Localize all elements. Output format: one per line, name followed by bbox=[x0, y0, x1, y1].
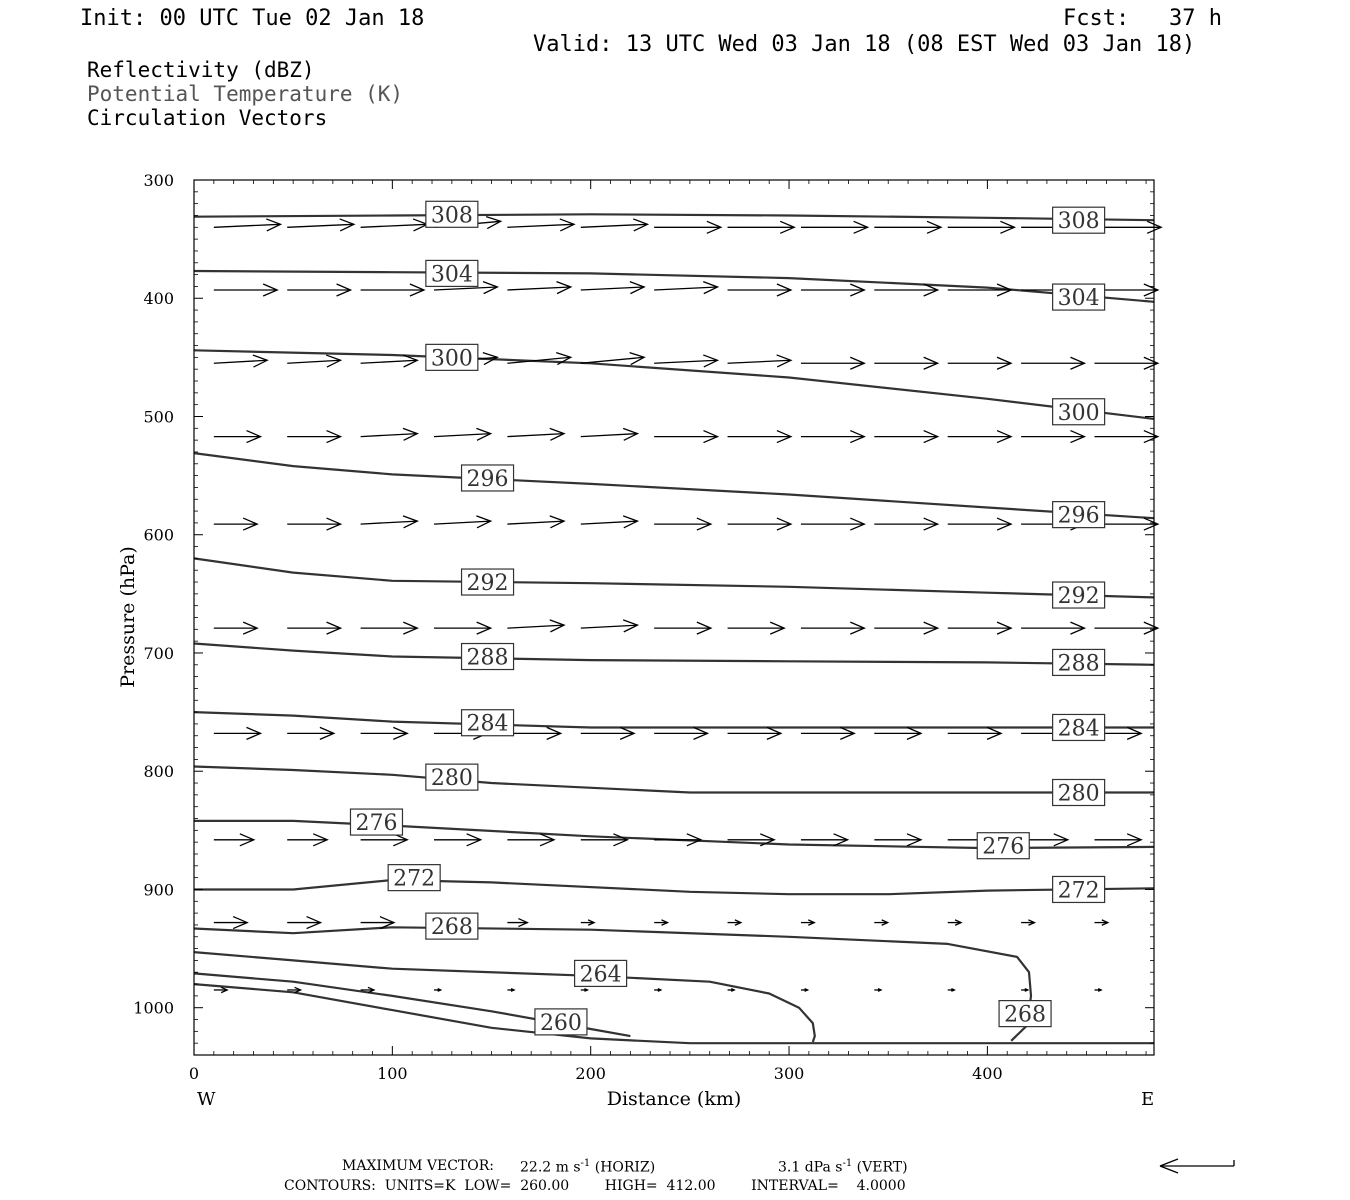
circulation-vector bbox=[874, 622, 937, 634]
circulation-vector bbox=[581, 516, 638, 528]
circulation-vector bbox=[287, 355, 340, 367]
circulation-vector bbox=[581, 920, 594, 925]
x-tick-label: 300 bbox=[773, 1064, 805, 1083]
legend-circulation-vectors: Circulation Vectors bbox=[87, 106, 328, 130]
circulation-vector bbox=[507, 919, 527, 927]
contour-label-text: 268 bbox=[1004, 1002, 1047, 1028]
contour-label-296 bbox=[1053, 502, 1105, 529]
circulation-vector bbox=[654, 355, 717, 367]
contour-line-308 bbox=[194, 214, 1154, 220]
contour-label-text: 272 bbox=[1057, 878, 1100, 904]
circulation-vector bbox=[801, 727, 854, 739]
circulation-vector bbox=[214, 987, 227, 992]
circulation-vector bbox=[801, 622, 864, 634]
circulation-vector bbox=[1094, 622, 1157, 634]
circulation-vector bbox=[948, 727, 1001, 739]
circulation-vector bbox=[874, 431, 937, 443]
circulation-vector bbox=[214, 727, 261, 739]
circulation-vector bbox=[1021, 920, 1034, 925]
circulation-vector bbox=[581, 989, 588, 992]
y-tick-label: 800 bbox=[143, 762, 174, 782]
circulation-vector bbox=[948, 989, 955, 992]
circulation-vector bbox=[1094, 431, 1157, 443]
max-horiz-value: 22.2 m s bbox=[520, 1159, 581, 1176]
legend-potential-temperature: Potential Temperature (K) bbox=[87, 82, 404, 106]
vector-shaft bbox=[507, 287, 570, 290]
contour-label-text: 292 bbox=[1057, 584, 1100, 610]
circulation-vector bbox=[287, 219, 354, 231]
circulation-vector bbox=[214, 284, 277, 296]
vector-shaft bbox=[361, 434, 418, 437]
vector-shaft bbox=[581, 434, 638, 437]
y-tick-label: 1000 bbox=[133, 998, 174, 1018]
y-tick-label: 300 bbox=[143, 171, 174, 190]
circulation-vector bbox=[1021, 431, 1084, 443]
x-tick-label: 100 bbox=[377, 1064, 408, 1083]
contour-label-272 bbox=[388, 865, 440, 892]
x-axis-west-label: W bbox=[197, 1089, 216, 1110]
circulation-vector bbox=[874, 221, 941, 233]
contour-line-304 bbox=[194, 271, 1154, 302]
circulation-vector bbox=[801, 518, 864, 530]
circulation-vector bbox=[874, 284, 937, 296]
contour-label-280 bbox=[1053, 780, 1105, 807]
circulation-vector bbox=[287, 284, 350, 296]
circulation-vector bbox=[361, 284, 424, 296]
circulation-vector bbox=[507, 219, 574, 231]
y-tick-label: 400 bbox=[143, 289, 174, 309]
circulation-vector bbox=[654, 221, 721, 233]
contour-label-text: 264 bbox=[579, 962, 622, 988]
circulation-vector bbox=[214, 518, 257, 530]
contour-label-text: 260 bbox=[539, 1010, 582, 1036]
vector-shaft bbox=[287, 224, 354, 227]
max-vector-label: MAXIMUM VECTOR: bbox=[342, 1158, 494, 1174]
vector-shaft bbox=[214, 360, 267, 363]
max-vector-horizontal bbox=[520, 1159, 655, 1175]
circulation-vector bbox=[948, 622, 1011, 634]
max-vert-exponent: -1 bbox=[842, 1158, 853, 1169]
circulation-vector bbox=[801, 989, 808, 992]
circulation-vector bbox=[654, 989, 661, 992]
circulation-vector bbox=[581, 353, 644, 365]
circulation-vector bbox=[434, 834, 481, 846]
contour-label-text: 304 bbox=[1057, 286, 1100, 312]
contour-label-text: 304 bbox=[430, 262, 473, 288]
circulation-vector bbox=[948, 357, 1011, 369]
contour-label-layer bbox=[350, 201, 1104, 1036]
contour-line-284 bbox=[194, 712, 1154, 727]
contour-label-text: 288 bbox=[1057, 651, 1100, 677]
contour-label-276 bbox=[977, 833, 1029, 860]
vector-shaft bbox=[581, 224, 648, 227]
x-tick-label: 400 bbox=[972, 1064, 1003, 1083]
contour-label-308 bbox=[426, 201, 478, 228]
circulation-vector bbox=[287, 917, 320, 929]
circulation-vector bbox=[214, 622, 257, 634]
contour-label-292 bbox=[1053, 582, 1105, 609]
circulation-vector bbox=[948, 920, 961, 925]
vector-shaft bbox=[434, 434, 491, 437]
contour-label-288 bbox=[1053, 649, 1105, 676]
contour-label-268 bbox=[426, 913, 478, 940]
contour-label-276 bbox=[350, 809, 402, 836]
y-axis bbox=[133, 171, 1154, 1055]
contour-label-text: 288 bbox=[466, 645, 509, 671]
forecast-hour: Fcst: 37 h bbox=[1063, 6, 1222, 31]
max-vert-value: 3.1 dPa s bbox=[778, 1159, 843, 1176]
contour-label-text: 292 bbox=[466, 571, 509, 597]
circulation-vector bbox=[1094, 834, 1141, 846]
contour-label-308 bbox=[1053, 207, 1105, 234]
vector-shaft bbox=[507, 521, 564, 524]
vector-shaft bbox=[287, 360, 340, 363]
vector-shaft bbox=[434, 521, 491, 524]
max-vector-vertical bbox=[778, 1159, 908, 1175]
contour-label-text: 284 bbox=[1057, 716, 1100, 742]
circulation-vector bbox=[581, 282, 644, 294]
contour-label-284 bbox=[462, 710, 514, 737]
circulation-vector bbox=[728, 221, 795, 233]
circulation-vector bbox=[361, 355, 418, 367]
contour-label-text: 296 bbox=[1057, 503, 1100, 529]
vector-shaft bbox=[214, 224, 281, 227]
y-tick-label: 600 bbox=[143, 525, 174, 545]
max-vert-tag: (VERT) bbox=[852, 1159, 908, 1176]
x-tick-label: 200 bbox=[575, 1064, 606, 1083]
vector-shaft bbox=[654, 287, 717, 290]
circulation-vector bbox=[801, 284, 864, 296]
circulation-vector bbox=[654, 622, 711, 634]
vector-shaft bbox=[654, 360, 717, 363]
circulation-vector bbox=[728, 727, 781, 739]
vector-layer bbox=[214, 217, 1161, 993]
circulation-vector bbox=[581, 219, 648, 231]
contour-line-296 bbox=[194, 453, 1154, 518]
circulation-vector bbox=[507, 428, 564, 440]
circulation-vector bbox=[287, 834, 327, 846]
vector-shaft bbox=[728, 360, 791, 363]
circulation-vector bbox=[507, 282, 570, 294]
circulation-vector bbox=[948, 518, 1011, 530]
circulation-vector bbox=[654, 518, 711, 530]
contour-label-296 bbox=[462, 465, 514, 492]
contour-label-300 bbox=[1053, 399, 1105, 426]
circulation-vector bbox=[728, 431, 791, 443]
contour-label-text: 272 bbox=[393, 866, 436, 892]
contour-line-272 bbox=[194, 880, 1154, 894]
contour-label-text: 276 bbox=[355, 811, 398, 837]
contour-label-280 bbox=[426, 764, 478, 791]
circulation-vector bbox=[654, 431, 717, 443]
circulation-vector bbox=[581, 727, 634, 739]
y-axis-label: Pressure (hPa) bbox=[117, 546, 139, 688]
contour-line-292 bbox=[194, 558, 1154, 597]
circulation-vector bbox=[214, 355, 267, 367]
vector-shaft bbox=[581, 287, 644, 290]
contour-label-292 bbox=[462, 569, 514, 596]
circulation-vector bbox=[1021, 357, 1084, 369]
contour-label-text: 280 bbox=[430, 766, 473, 792]
circulation-vector bbox=[361, 727, 408, 739]
vector-shaft bbox=[361, 521, 418, 524]
reference-vector-head-upper bbox=[1160, 1159, 1178, 1166]
circulation-vector bbox=[801, 357, 864, 369]
circulation-vector bbox=[581, 428, 638, 440]
circulation-vector bbox=[728, 920, 741, 925]
contour-label-288 bbox=[462, 644, 514, 671]
circulation-vector bbox=[507, 727, 560, 739]
circulation-vector bbox=[287, 518, 340, 530]
circulation-vector bbox=[801, 431, 864, 443]
circulation-vector bbox=[214, 219, 281, 231]
circulation-vector bbox=[507, 989, 514, 992]
circulation-vector bbox=[361, 622, 418, 634]
circulation-vector bbox=[874, 920, 887, 925]
circulation-vector bbox=[801, 221, 868, 233]
contour-line-288 bbox=[194, 644, 1154, 665]
circulation-vector bbox=[728, 989, 735, 992]
reference-vector bbox=[1160, 1159, 1234, 1173]
circulation-vector bbox=[1094, 920, 1107, 925]
y-tick-label: 700 bbox=[143, 643, 174, 663]
circulation-vector bbox=[874, 357, 937, 369]
circulation-vector bbox=[287, 622, 340, 634]
circulation-vector bbox=[361, 219, 428, 231]
circulation-vector bbox=[728, 518, 791, 530]
circulation-vector bbox=[434, 428, 491, 440]
contour-label-text: 276 bbox=[982, 834, 1025, 860]
max-horiz-exponent: -1 bbox=[580, 1158, 591, 1169]
contour-label-text: 300 bbox=[1057, 400, 1100, 426]
contour-label-text: 300 bbox=[430, 346, 473, 372]
vector-shaft bbox=[507, 434, 564, 437]
circulation-vector bbox=[507, 353, 570, 365]
vector-shaft bbox=[581, 625, 638, 628]
circulation-vector bbox=[434, 622, 491, 634]
circulation-vector bbox=[434, 516, 491, 528]
valid-time: Valid: 13 UTC Wed 03 Jan 18 (08 EST Wed 03 Jan 18) bbox=[533, 32, 1196, 57]
max-horiz-tag: (HORIZ) bbox=[590, 1159, 656, 1176]
init-time: Init: 00 UTC Tue 02 Jan 18 bbox=[80, 6, 425, 31]
circulation-vector bbox=[361, 428, 418, 440]
circulation-vector bbox=[874, 834, 921, 846]
circulation-vector bbox=[287, 727, 334, 739]
vector-shaft bbox=[361, 224, 428, 227]
x-axis-label: Distance (km) bbox=[606, 1088, 742, 1110]
vector-shaft bbox=[507, 625, 564, 628]
circulation-vector bbox=[507, 620, 564, 632]
x-axis-east-label: E bbox=[1141, 1089, 1155, 1110]
circulation-vector bbox=[214, 917, 247, 929]
contour-label-304 bbox=[1053, 284, 1105, 311]
circulation-vector bbox=[654, 727, 707, 739]
circulation-vector bbox=[214, 834, 254, 846]
contour-label-text: 308 bbox=[1057, 209, 1100, 235]
contour-label-264 bbox=[575, 960, 627, 987]
circulation-vector bbox=[654, 920, 667, 925]
circulation-vector bbox=[1021, 989, 1028, 992]
vector-shaft bbox=[507, 224, 574, 227]
contour-label-304 bbox=[426, 260, 478, 287]
circulation-vector bbox=[728, 355, 791, 367]
contour-label-272 bbox=[1053, 876, 1105, 903]
circulation-vector bbox=[874, 518, 937, 530]
vector-shaft bbox=[361, 360, 418, 363]
contour-label-284 bbox=[1053, 714, 1105, 741]
circulation-vector bbox=[214, 431, 261, 443]
contour-label-300 bbox=[426, 344, 478, 371]
circulation-vector bbox=[434, 989, 441, 992]
circulation-vector bbox=[874, 727, 921, 739]
contour-label-text: 308 bbox=[430, 203, 473, 229]
y-tick-label: 500 bbox=[143, 407, 174, 427]
circulation-vector bbox=[654, 282, 717, 294]
circulation-vector bbox=[728, 284, 791, 296]
contour-label-text: 284 bbox=[466, 711, 509, 737]
contour-label-268 bbox=[999, 1001, 1051, 1028]
y-tick-label: 900 bbox=[143, 880, 174, 900]
contour-label-text: 268 bbox=[430, 915, 473, 941]
x-tick-label: 0 bbox=[188, 1064, 200, 1083]
contour-info: CONTOURS: UNITS=K LOW= 260.00 HIGH= 412.00 INTERVAL= 4.0000 bbox=[284, 1178, 906, 1194]
circulation-vector bbox=[801, 920, 814, 925]
circulation-vector bbox=[361, 516, 418, 528]
circulation-vector bbox=[728, 622, 785, 634]
circulation-vector bbox=[1094, 357, 1157, 369]
contour-label-text: 280 bbox=[1057, 781, 1100, 807]
circulation-vector bbox=[948, 221, 1015, 233]
contour-label-260 bbox=[535, 1009, 587, 1036]
reference-vector-head-lower bbox=[1160, 1166, 1178, 1173]
plot-frame bbox=[194, 180, 1154, 1055]
circulation-vector bbox=[1021, 622, 1084, 634]
circulation-vector bbox=[287, 431, 340, 443]
contour-line-280 bbox=[194, 767, 1154, 793]
circulation-vector bbox=[654, 834, 701, 846]
circulation-vector bbox=[507, 834, 554, 846]
vector-shaft bbox=[581, 521, 638, 524]
circulation-vector bbox=[948, 431, 1011, 443]
circulation-vector bbox=[507, 516, 564, 528]
circulation-vector bbox=[874, 989, 881, 992]
circulation-vector bbox=[581, 620, 638, 632]
legend-reflectivity: Reflectivity (dBZ) bbox=[87, 58, 315, 82]
circulation-vector bbox=[1094, 989, 1101, 992]
contour-label-text: 296 bbox=[466, 466, 509, 492]
